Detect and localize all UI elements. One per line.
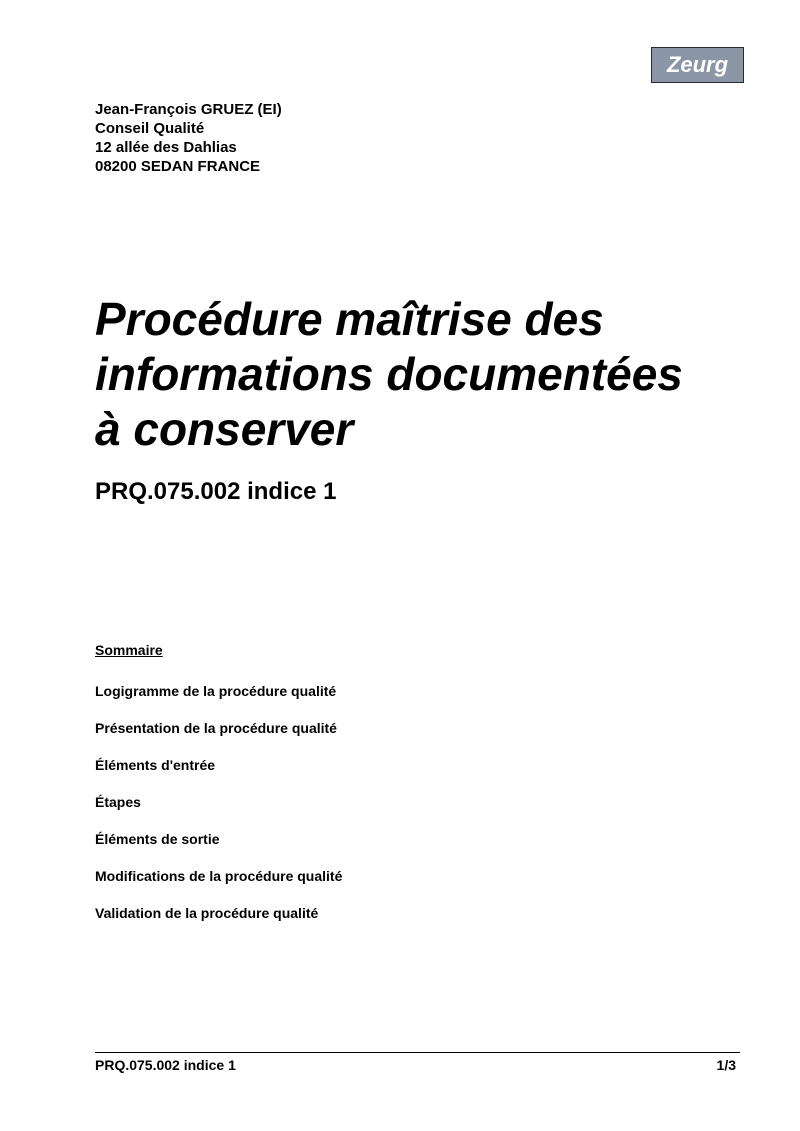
document-title bbox=[95, 292, 775, 457]
summary-item-logigramme: Logigramme de la procédure qualité bbox=[95, 683, 337, 699]
summary-item-etapes: Étapes bbox=[95, 794, 141, 810]
summary-item-validation: Validation de la procédure qualité bbox=[95, 905, 319, 921]
footer-document-reference: PRQ.075.002 indice 1 bbox=[95, 1057, 236, 1073]
footer-divider bbox=[95, 1052, 740, 1053]
document-title-line-3: à conserver bbox=[95, 403, 354, 455]
author-address-block bbox=[95, 100, 282, 176]
footer-page-number: 1/3 bbox=[716, 1057, 736, 1073]
summary-item-presentation: Présentation de la procédure qualité bbox=[95, 720, 337, 736]
summary-item-modifications: Modifications de la procédure qualité bbox=[95, 868, 343, 884]
author-city: 08200 SEDAN FRANCE bbox=[95, 158, 261, 175]
document-title-line-2: informations documentées bbox=[95, 348, 683, 400]
author-street: 12 allée des Dahlias bbox=[95, 139, 237, 156]
summary-heading: Sommaire bbox=[95, 642, 163, 658]
summary-item-elements-entree: Éléments d'entrée bbox=[95, 757, 216, 773]
zeurg-logo: Zeurg bbox=[651, 47, 744, 83]
summary-list bbox=[95, 683, 342, 942]
document-title-line-1: Procédure maîtrise des bbox=[95, 293, 604, 345]
document-reference: PRQ.075.002 indice 1 bbox=[95, 478, 337, 505]
summary-item-elements-sortie: Éléments de sortie bbox=[95, 831, 220, 847]
author-company: Conseil Qualité bbox=[95, 120, 205, 137]
author-name: Jean-François GRUEZ (EI) bbox=[95, 101, 282, 118]
